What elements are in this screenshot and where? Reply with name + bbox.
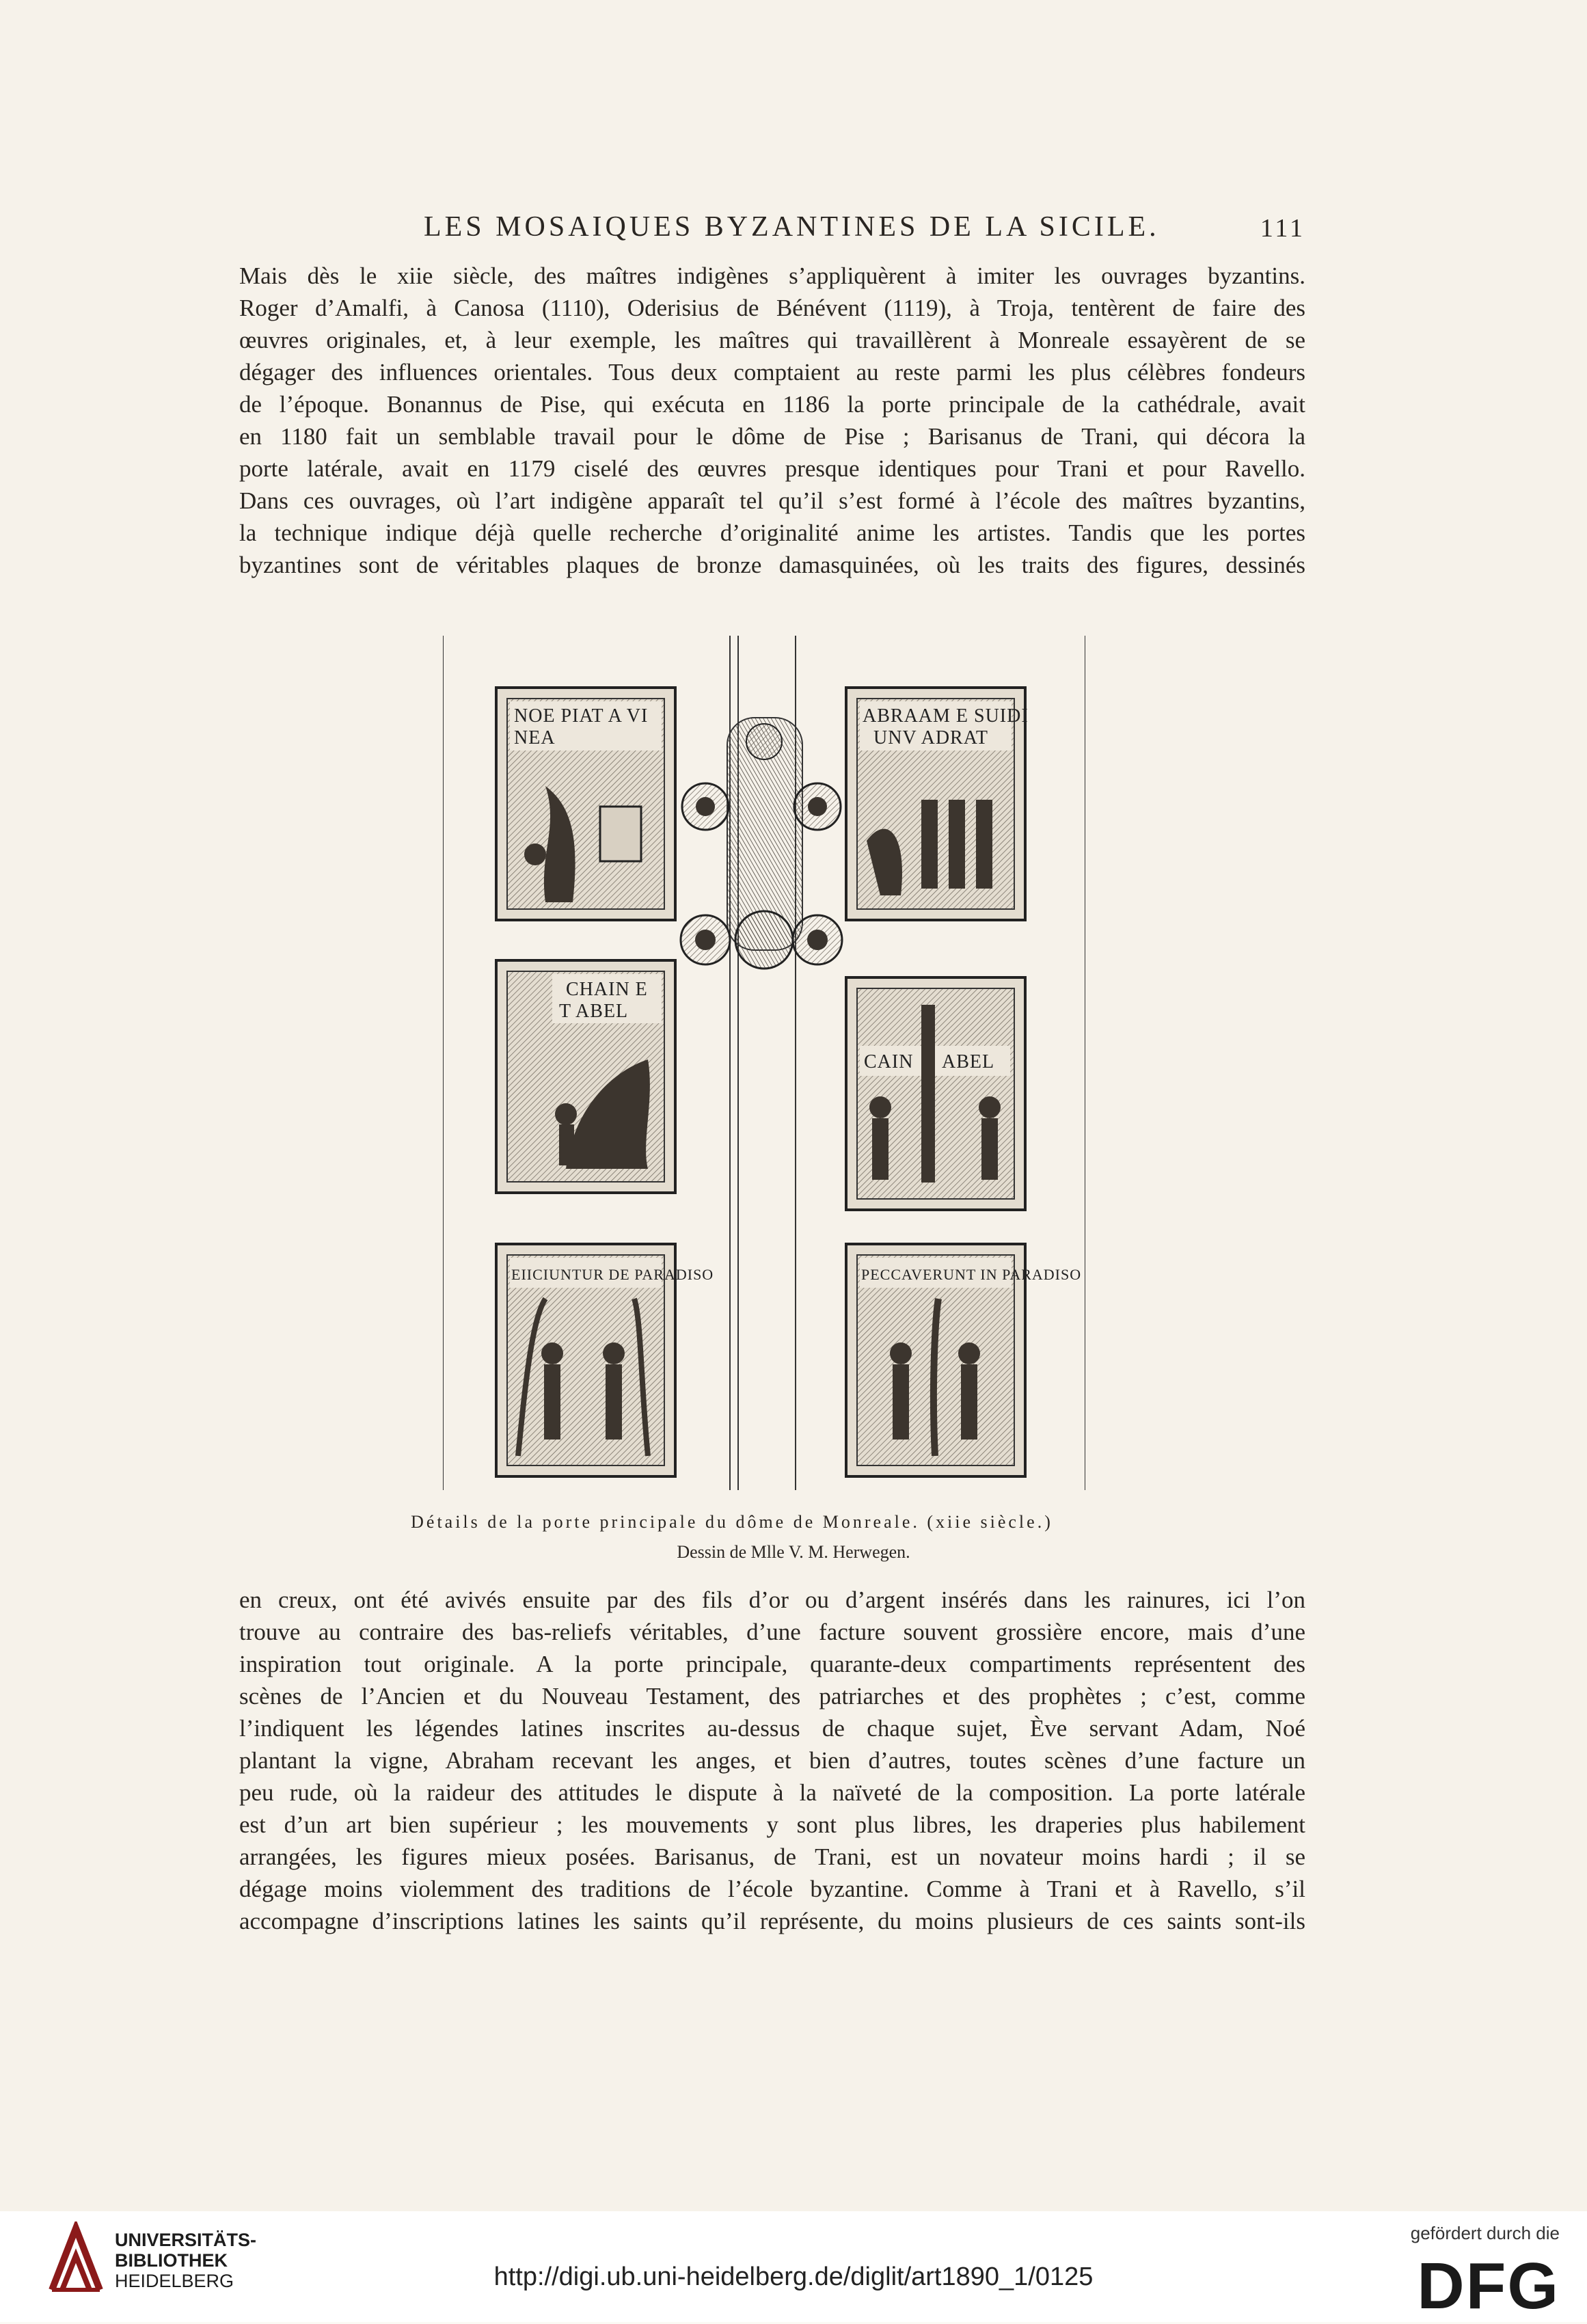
text-line: porte latérale, avait en 1179 ciselé des œuvres presque identiques pour Trani et pour Ravello. (239, 455, 1305, 482)
text-line: plantant la vigne, Abraham recevant les anges, et bien d’autres, toutes scènes d’une facture un (239, 1747, 1305, 1774)
library-name-line: BIBLIOTHEK (115, 2250, 228, 2271)
panel-inscription: ABEL (942, 1051, 995, 1072)
text-line: en 1180 fait un semblable travail pour le dôme de Pise ; Barisanus de Trani, qui décora la (239, 423, 1305, 450)
rosette-ornament (681, 718, 842, 969)
text-line: scènes de l’Ancien et du Nouveau Testament, des patriarches et des prophètes ; c’est, comme (239, 1683, 1305, 1710)
text-line: œuvres originales, et, à leur exemple, les maîtres qui travaillèrent à Monreale essayèrent de se (239, 327, 1305, 353)
text-line: la technique indique déjà quelle recherche d’originalité anime les artistes. Tandis que les portes (239, 519, 1305, 546)
dfg-logo[interactable]: DFG (1417, 2249, 1560, 2323)
door-illustration (443, 636, 1085, 1490)
running-title: LES MOSAIQUES BYZANTINES DE LA SICILE. (424, 211, 1160, 243)
panel-inscription: NEA (514, 727, 556, 748)
figure-caption (0, 1512, 1587, 1532)
relief-panel (846, 1244, 1081, 1476)
text-line: de l’époque. Bonannus de Pise, qui exécuta en 1186 la porte principale de la cathédrale, avait (239, 391, 1305, 418)
relief-panel (496, 960, 675, 1193)
text-line: l’indiquent les légendes latines inscrites au-dessus de chaque sujet, Ève servant Adam, Noé (239, 1715, 1305, 1742)
text-line: dégager des influences orientales. Tous deux comptaient au reste parmi les plus célèbres fondeurs (239, 359, 1305, 386)
library-name-line: HEIDELBERG (115, 2271, 234, 2291)
panel-inscription: ABRAAM E SUIDI (863, 705, 1029, 727)
panel-inscription: CHAIN E (566, 979, 648, 1000)
figure-credit: Dessin de Mlle V. M. Herwegen. (677, 1542, 910, 1562)
paragraph-bottom (239, 1584, 1305, 1937)
text-line: trouve au contraire des bas-reliefs véritables, d’une facture souvent grossière encore, mais d’une (239, 1619, 1305, 1645)
caption-text: Détails de la porte principale du dôme de Monreale. (xiie siècle.) (411, 1512, 1053, 1532)
text-line: peu rude, où la raideur des attitudes le dispute à la naïveté de la composition. La porte latérale (239, 1779, 1305, 1806)
panel-inscription: T ABEL (559, 1001, 629, 1022)
text-line: dégage moins violemment des traditions de l’école byzantine. Comme à Trani et à Ravello, s’il (239, 1876, 1305, 1902)
funding-note: gefördert durch die (1410, 2223, 1560, 2243)
panel-inscription: CAIN (864, 1051, 914, 1072)
text-line: est d’un art bien supérieur ; les mouvements y sont plus libres, les draperies plus habilement (239, 1811, 1305, 1838)
text-line: inspiration tout originale. A la porte principale, quarante-deux compartiments représentent des (239, 1651, 1305, 1677)
page-number: 111 (1260, 214, 1305, 243)
relief-panel (846, 977, 1025, 1210)
relief-panel (496, 1244, 714, 1476)
relief-panel (846, 688, 1029, 920)
panel-inscription: UNV ADRAT (873, 727, 988, 748)
panel-inscription: NOE PIAT A VI (514, 705, 649, 727)
panel-inscription: PECCAVERUNT IN PARADISO (861, 1266, 1082, 1283)
text-line: Roger d’Amalfi, à Canosa (1110), Oderisius de Bénévent (1119), à Troja, tentèrent de faire des (239, 295, 1305, 321)
relief-panel (496, 688, 675, 920)
text-line: accompagne d’inscriptions latines les saints qu’il représente, du moins plusieurs de ces saints sont-ils (239, 1908, 1305, 1934)
text-line: en creux, ont été avivés ensuite par des fils d’or ou d’argent insérés dans les rainures, ici l’on (239, 1586, 1305, 1613)
library-name-line: UNIVERSITÄTS- (115, 2230, 257, 2250)
text-line: Dans ces ouvrages, où l’art indigène apparaît tel qu’il s’est formé à l’école des maîtres byzantins, (239, 487, 1305, 514)
paragraph-top (239, 260, 1305, 581)
page-header (239, 211, 1305, 245)
text-line: arrangées, les figures mieux posées. Barisanus, de Trani, est un novateur moins hardi ; il se (239, 1843, 1305, 1870)
text-line: byzantines sont de véritables plaques de bronze damasquinées, où les traits des figures, dessinés (239, 552, 1305, 578)
text-line: Mais dès le xiie siècle, des maîtres indigènes s’appliquèrent à imiter les ouvrages byzantins. (239, 262, 1305, 289)
permalink-url[interactable]: http://digi.ub.uni-heidelberg.de/diglit/art1890_1/0125 (493, 2262, 1094, 2291)
panel-inscription: EIICIUNTUR DE PARADISO (511, 1266, 714, 1283)
